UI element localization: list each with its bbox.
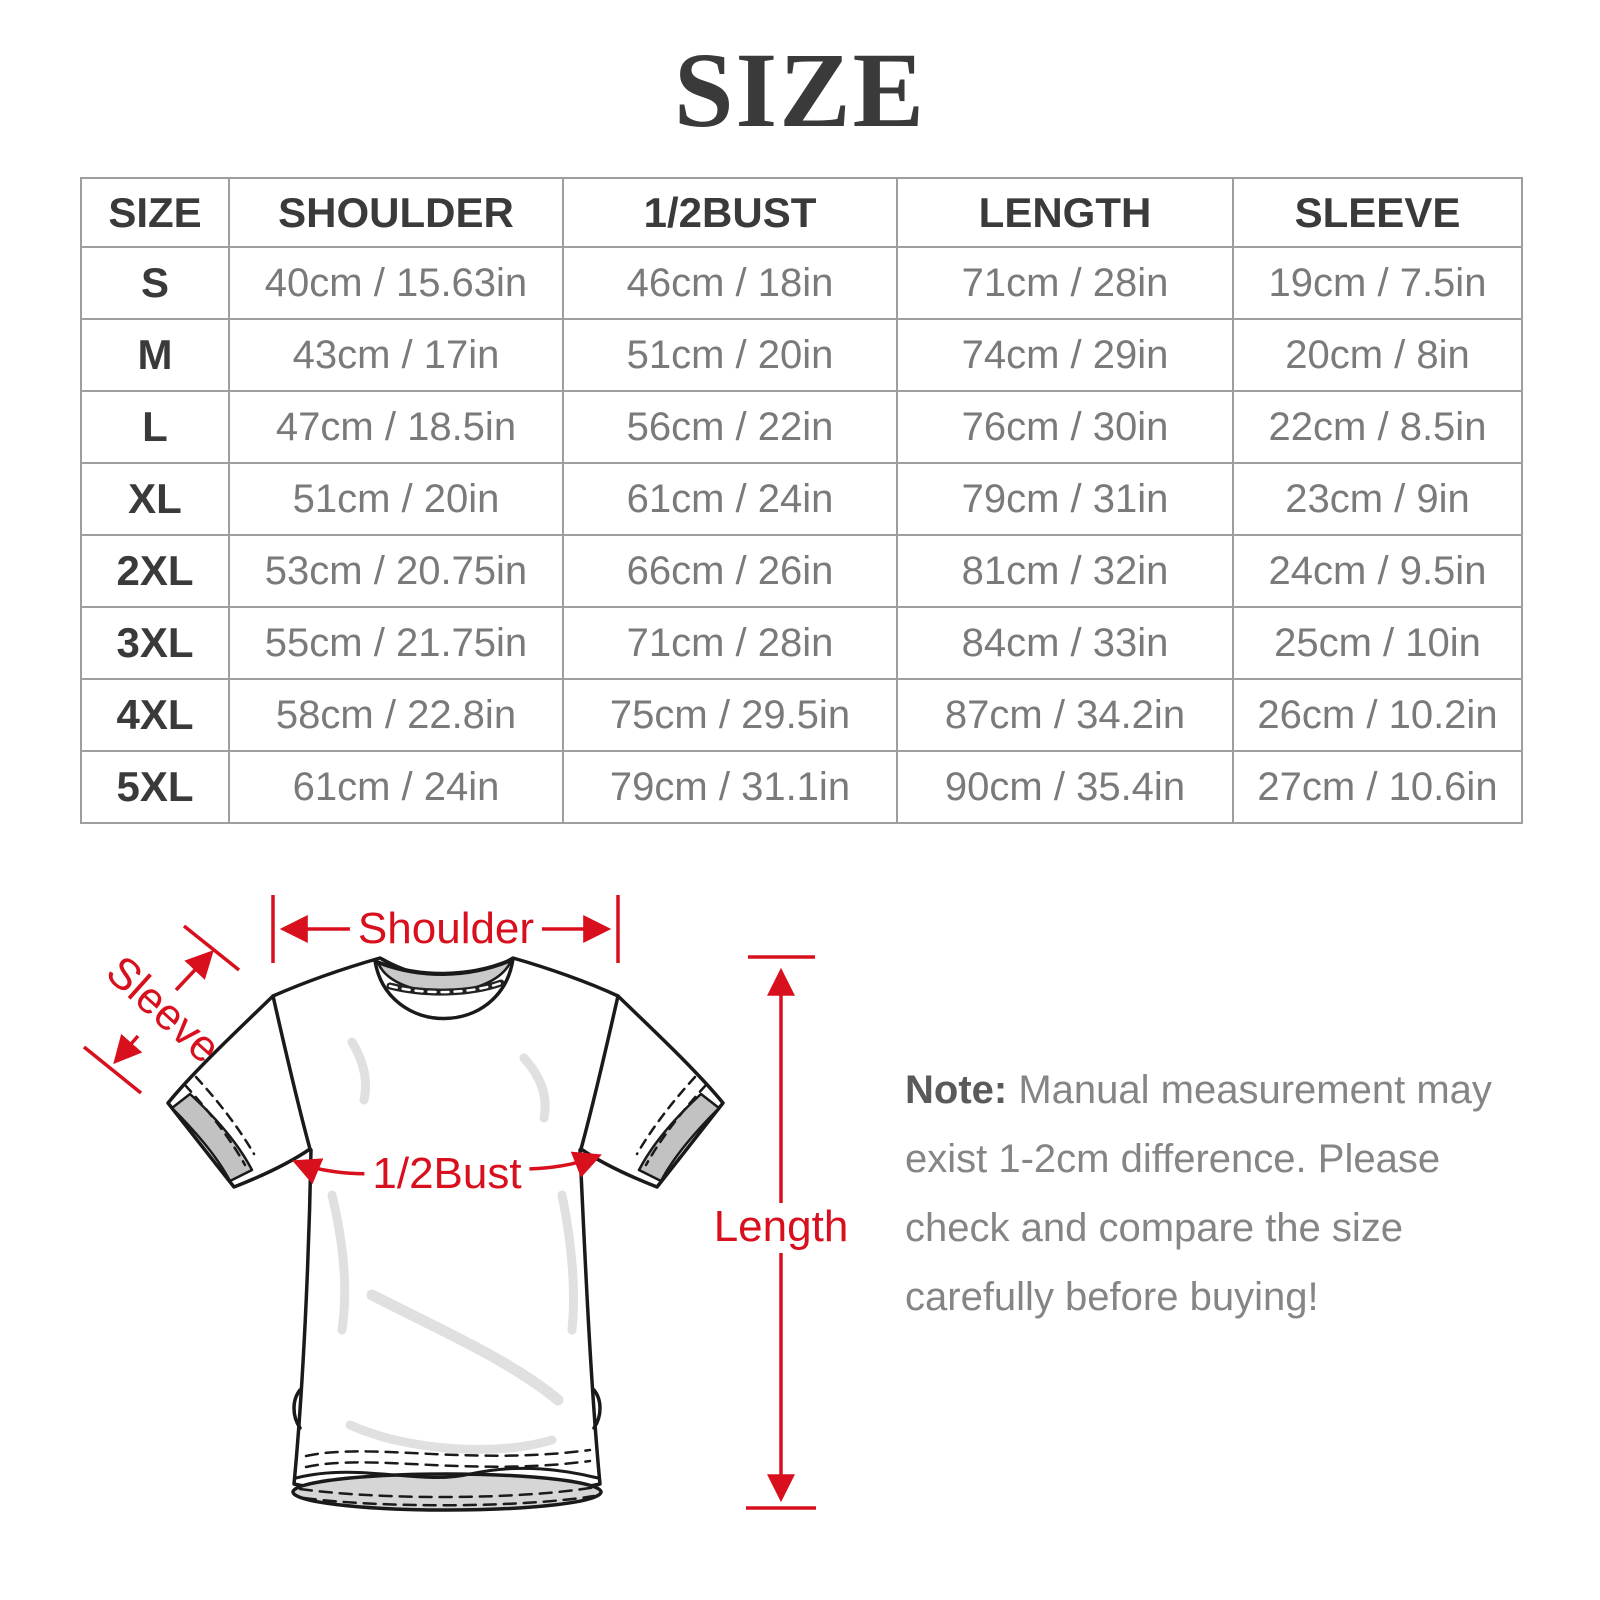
measurement-cell: 76cm / 30in xyxy=(897,391,1233,463)
measurement-cell: 56cm / 22in xyxy=(563,391,897,463)
size-cell: M xyxy=(81,319,229,391)
measurement-cell: 61cm / 24in xyxy=(563,463,897,535)
measurement-cell: 71cm / 28in xyxy=(897,247,1233,319)
size-row-m xyxy=(81,319,1522,391)
measurement-cell: 27cm / 10.6in xyxy=(1233,751,1522,823)
length-label: Length xyxy=(706,1203,857,1251)
measurement-cell: 79cm / 31in xyxy=(897,463,1233,535)
tshirt-drawing xyxy=(168,958,723,1510)
measurement-cell: 61cm / 24in xyxy=(229,751,563,823)
header-row xyxy=(81,178,1522,247)
size-row-s xyxy=(81,247,1522,319)
note-label: Note: xyxy=(905,1068,1008,1112)
size-table xyxy=(80,177,1523,824)
size-row-xl xyxy=(81,463,1522,535)
column-header-length: LENGTH xyxy=(897,178,1233,247)
bust-label: 1/2Bust xyxy=(364,1150,529,1198)
measurement-cell: 25cm / 10in xyxy=(1233,607,1522,679)
measurement-cell: 79cm / 31.1in xyxy=(563,751,897,823)
note-text xyxy=(905,1056,1505,1332)
measurement-cell: 58cm / 22.8in xyxy=(229,679,563,751)
measurement-cell: 51cm / 20in xyxy=(563,319,897,391)
size-row-l xyxy=(81,391,1522,463)
measurement-cell: 66cm / 26in xyxy=(563,535,897,607)
measurement-cell: 81cm / 32in xyxy=(897,535,1233,607)
measurement-cell: 24cm / 9.5in xyxy=(1233,535,1522,607)
size-cell: 4XL xyxy=(81,679,229,751)
size-table-header xyxy=(81,178,1522,247)
size-cell: L xyxy=(81,391,229,463)
measurement-cell: 90cm / 35.4in xyxy=(897,751,1233,823)
column-header-size: SIZE xyxy=(81,178,229,247)
size-table-body xyxy=(81,247,1522,823)
measurement-cell: 75cm / 29.5in xyxy=(563,679,897,751)
size-cell: 2XL xyxy=(81,535,229,607)
size-cell: 3XL xyxy=(81,607,229,679)
page-title: SIZE xyxy=(674,32,926,150)
size-row-5xl xyxy=(81,751,1522,823)
column-header-shoulder: SHOULDER xyxy=(229,178,563,247)
measurement-cell: 84cm / 33in xyxy=(897,607,1233,679)
measurement-cell: 23cm / 9in xyxy=(1233,463,1522,535)
size-row-4xl xyxy=(81,679,1522,751)
sleeve-label: Sleeve xyxy=(96,946,230,1073)
measurement-cell: 55cm / 21.75in xyxy=(229,607,563,679)
size-row-3xl xyxy=(81,607,1522,679)
measurement-cell: 53cm / 20.75in xyxy=(229,535,563,607)
measurement-cell: 47cm / 18.5in xyxy=(229,391,563,463)
measurement-cell: 40cm / 15.63in xyxy=(229,247,563,319)
size-cell: S xyxy=(81,247,229,319)
size-cell: XL xyxy=(81,463,229,535)
column-header-sleeve: SLEEVE xyxy=(1233,178,1522,247)
measurement-cell: 19cm / 7.5in xyxy=(1233,247,1522,319)
shoulder-label: Shoulder xyxy=(350,905,542,953)
size-cell: 5XL xyxy=(81,751,229,823)
measurement-cell: 22cm / 8.5in xyxy=(1233,391,1522,463)
measurement-cell: 46cm / 18in xyxy=(563,247,897,319)
measurement-cell: 74cm / 29in xyxy=(897,319,1233,391)
measurement-cell: 51cm / 20in xyxy=(229,463,563,535)
column-header-1-2bust: 1/2BUST xyxy=(563,178,897,247)
measurement-cell: 26cm / 10.2in xyxy=(1233,679,1522,751)
measurement-cell: 87cm / 34.2in xyxy=(897,679,1233,751)
measurement-cell: 43cm / 17in xyxy=(229,319,563,391)
note-body: Manual measurement may exist 1-2cm difference. Please check and compare the size carefully before buying! xyxy=(905,1068,1492,1319)
measurement-cell: 20cm / 8in xyxy=(1233,319,1522,391)
size-row-2xl xyxy=(81,535,1522,607)
measurement-cell: 71cm / 28in xyxy=(563,607,897,679)
